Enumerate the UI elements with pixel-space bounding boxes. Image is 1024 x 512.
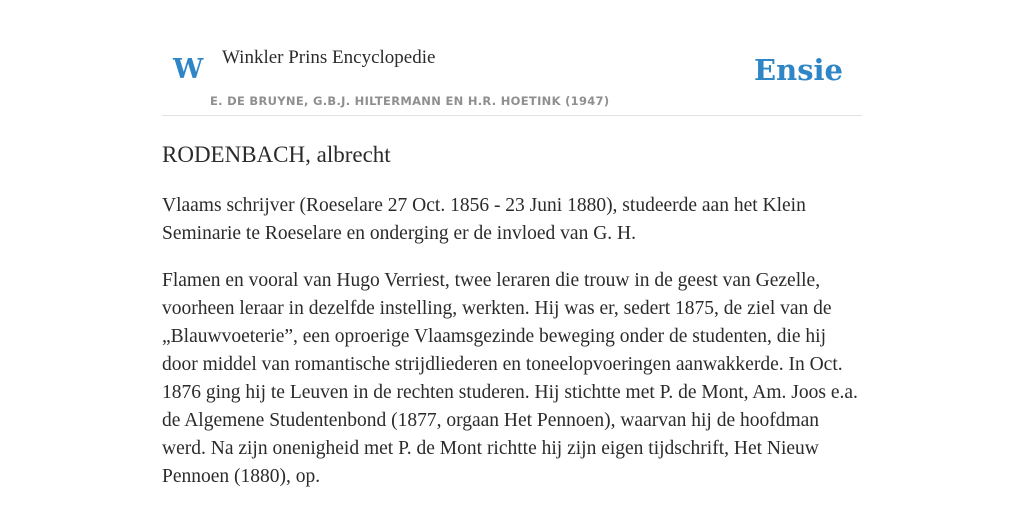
article-title: RODENBACH, albrecht	[162, 142, 391, 167]
article-paragraph-1: Vlaams schrijver (Roeselare 27 Oct. 1856 - 23 Juni 1880), studeerde aan het Klein Seminarie te Roeselare en onderging er de invloed van G. H.	[162, 195, 806, 244]
article-body	[162, 192, 862, 510]
authors-line: E. DE BRUYNE, G.B.J. HILTERMANN EN H.R. HOETINK (1947)	[210, 94, 610, 108]
encyclopedia-logo-icon[interactable]: W	[173, 54, 204, 85]
header-divider	[162, 115, 862, 116]
encyclopedia-title-link[interactable]: Winkler Prins Encyclopedie	[222, 47, 436, 68]
ensie-brand-logo[interactable]: Ensie	[754, 53, 843, 87]
article-paragraph-2: Flamen en vooral van Hugo Verriest, twee leraren die trouw in de geest van Gezelle, voorheen leraar in dezelfde instelling, werkten. Hij was er, sedert 1875, de ziel van de „Blauwvoeterie”, een oproerige Vlaamsgezinde beweging onder de studenten, die hij door middel van romantische strijdliederen en toneelopvoeringen aanwakkerde. In Oct. 1876 ging hij te Leuven in de rechten studeren. Hij stichtte met P. de Mont, Am. Joos e.a. de Algemene Studentenbond (1877, orgaan Het Pennoen), waarvan hij de hoofdman werd. Na zijn onenigheid met P. de Mont richtte hij zijn eigen tijdschrift, Het Nieuw Pennoen (1880), op.	[162, 270, 858, 487]
